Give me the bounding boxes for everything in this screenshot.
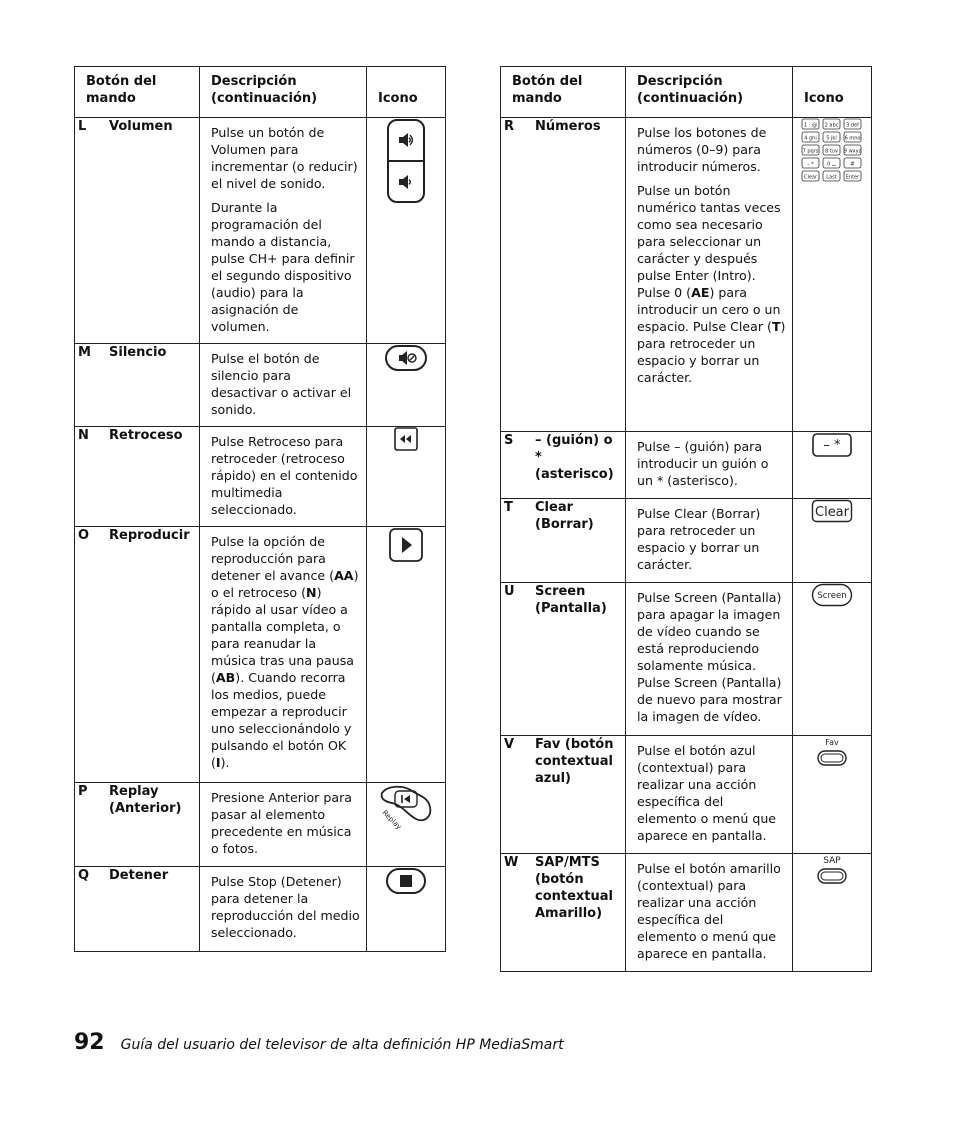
icon-cell [367, 867, 446, 952]
header-button: Botón del mando [501, 67, 626, 118]
header-description: Descripción (continuación) [626, 67, 793, 118]
button-letter: W [504, 855, 519, 870]
reference-label: N [306, 585, 317, 600]
description-paragraph: Pulse Retroceso para retroceder (retroceso rápido) en el contenido multimedia seleccionado. [211, 434, 358, 517]
table-row [501, 736, 872, 854]
button-cell [75, 118, 200, 344]
button-cell [75, 527, 200, 783]
keypad-key: Clear [803, 174, 818, 181]
remote-buttons-table-right [500, 66, 872, 972]
icon-cell [367, 527, 446, 783]
button-letter: U [504, 584, 515, 599]
clear-icon [793, 499, 871, 523]
button-letter: S [504, 433, 514, 448]
text-segment: ) o el retroceso ( [211, 568, 359, 600]
description-cell [200, 118, 367, 344]
button-cell [75, 344, 200, 427]
button-letter: T [504, 500, 513, 515]
text-segment: Pulse la opción de reproducción para detener el avance ( [211, 534, 335, 583]
description-paragraph: Presione Anterior para pasar al elemento precedente en música o fotos. [211, 790, 352, 856]
description-paragraph: Pulse Stop (Detener) para detener la reproducción del medio seleccionado. [211, 874, 360, 940]
button-name: – (guión) o * (asterisco) [535, 433, 614, 482]
description-cell [200, 344, 367, 427]
dash-asterisk-icon [793, 432, 871, 458]
stop-icon [367, 867, 445, 895]
description-paragraph: Pulse Screen (Pantalla) para apagar la imagen de vídeo cuando se está reproduciendo solamente música. Pulse Screen (Pantalla) de nuevo para mostrar la imagen de vídeo. [637, 590, 782, 724]
keypad-key: Last [826, 174, 837, 181]
icon-label: SAP [823, 856, 841, 866]
description-cell [626, 118, 793, 432]
description-cell [626, 432, 793, 499]
button-name: Volumen [109, 119, 173, 134]
description-paragraph [211, 533, 360, 771]
description-paragraph: Pulse el botón azul (contextual) para realizar una acción específica del elemento o menú que aparece en pantalla. [637, 743, 777, 843]
button-letter: V [504, 737, 515, 752]
button-cell [501, 736, 626, 854]
description-cell [200, 527, 367, 783]
keypad-key: 9 wxyz [843, 148, 862, 155]
keypad-key: # [850, 161, 855, 168]
table-row [75, 527, 446, 783]
table-row [75, 867, 446, 952]
text-segment: ) para introducir un cero o un espacio. Pulse Clear ( [637, 285, 781, 334]
button-letter: O [78, 528, 90, 543]
button-name: Números [535, 119, 601, 134]
button-cell [75, 867, 200, 952]
button-cell [501, 499, 626, 583]
description-cell [626, 499, 793, 583]
icon-label: Screen [817, 591, 847, 601]
replay-icon [367, 783, 445, 831]
button-letter: N [78, 428, 89, 443]
button-name: Clear (Borrar) [535, 500, 594, 532]
icon-cell [793, 854, 872, 972]
keypad-key: Enter [845, 174, 860, 181]
text-segment: Pulse un botón numérico tantas veces como sea necesario para seleccionar un carácter y después pulse Enter (Intro). Pulse 0 ( [637, 183, 781, 300]
icon-cell [793, 499, 872, 583]
button-letter: R [504, 119, 515, 134]
description-paragraph: Pulse el botón amarillo (contextual) para realizar una acción específica del elemento o menú que aparece en pantalla. [637, 861, 781, 961]
reference-label: AA [334, 568, 354, 583]
button-name: Replay (Anterior) [109, 784, 182, 816]
button-cell [501, 432, 626, 499]
keypad-key: 8 tuv [825, 148, 838, 155]
description-paragraph: Durante la programación del mando a distancia, pulse CH+ para definir el segundo dispositivo (audio) para la asignación de volumen. [211, 200, 355, 334]
description-paragraph: Pulse los botones de números (0–9) para introducir números. [637, 125, 767, 174]
button-name: SAP/MTS (botón contextual Amarillo) [535, 855, 614, 921]
header-icon: Icono [367, 67, 446, 118]
button-name: Detener [109, 868, 169, 883]
description-paragraph: Pulse – (guión) para introducir un guión o un * (asterisco). [637, 439, 769, 488]
button-cell [501, 583, 626, 736]
text-segment: ). [220, 755, 230, 770]
table-row [501, 583, 872, 736]
document-title: Guía del usuario del televisor de alta definición HP MediaSmart [120, 1037, 564, 1053]
keypad-key: 6 mno [844, 135, 861, 142]
sap-icon [793, 854, 871, 888]
icon-cell [793, 432, 872, 499]
description-cell [626, 854, 793, 972]
icon-cell [793, 118, 872, 432]
page-footer [74, 1030, 564, 1055]
fav-icon [793, 736, 871, 770]
icon-label: Replay [380, 808, 403, 831]
keypad-key: 3 def [846, 122, 859, 129]
keypad-key: 1 ·.@ [804, 122, 817, 129]
reference-label: AB [215, 670, 236, 685]
table-row [75, 344, 446, 427]
description-cell [200, 783, 367, 867]
keypad-key: 2 abc [824, 122, 839, 129]
icon-cell [793, 583, 872, 736]
icon-cell [367, 427, 446, 527]
keypad-key: 0 ⌴ [827, 161, 836, 168]
table-row [501, 118, 872, 432]
button-name: Screen (Pantalla) [535, 584, 607, 616]
icon-label: Clear [815, 505, 849, 520]
header-button: Botón del mando [75, 67, 200, 118]
keypad-key: – * [807, 161, 814, 168]
keypad-key: 5 jkl [826, 135, 837, 142]
button-name: Silencio [109, 345, 167, 360]
header-description: Descripción (continuación) [200, 67, 367, 118]
play-icon [367, 527, 445, 563]
button-cell [501, 118, 626, 432]
button-letter: Q [78, 868, 90, 883]
button-cell [75, 427, 200, 527]
mute-icon [367, 344, 445, 372]
button-cell [75, 783, 200, 867]
button-name: Reproducir [109, 528, 190, 543]
icon-cell [367, 783, 446, 867]
keypad-key: 7 pqrs [802, 148, 819, 155]
volume-up-down-icon [367, 118, 445, 204]
description-cell [200, 867, 367, 952]
icon-cell [367, 344, 446, 427]
icon-cell [793, 736, 872, 854]
button-name: Retroceso [109, 428, 183, 443]
page-number: 92 [74, 1030, 105, 1055]
table-row [501, 432, 872, 499]
reference-label: AE [691, 285, 710, 300]
button-letter: P [78, 784, 88, 799]
icon-cell [367, 118, 446, 344]
button-name: Fav (botón contextual azul) [535, 737, 614, 786]
description-cell [626, 583, 793, 736]
table-row [501, 854, 872, 972]
remote-buttons-table-left [74, 66, 446, 952]
icon-label: – * [823, 438, 841, 453]
description-paragraph: Pulse Clear (Borrar) para retroceder un espacio y borrar un carácter. [637, 506, 761, 572]
table-row [75, 783, 446, 867]
reference-label: I [215, 755, 221, 770]
text-segment: ). Cuando recorra los medios, puede empezar a reproducir uno seleccionándolo y pulsando el botón OK ( [211, 670, 352, 770]
table-row [75, 427, 446, 527]
table-row [75, 118, 446, 344]
keypad-key: 4 ghi [804, 135, 817, 142]
description-paragraph: Pulse un botón de Volumen para incrementar (o reducir) el nivel de sonido. [211, 125, 358, 191]
description-paragraph: Pulse el botón de silencio para desactivar o activar el sonido. [211, 351, 352, 417]
button-cell [501, 854, 626, 972]
screen-icon [793, 583, 871, 607]
rewind-icon [367, 427, 445, 451]
table-row [501, 499, 872, 583]
icon-label: Fav [825, 738, 839, 747]
text-segment: ) rápido al usar vídeo a pantalla completa, o para reanudar la música tras una pausa ( [211, 585, 355, 685]
reference-label: T [771, 319, 781, 334]
text-segment: ) para retroceder un espacio y borrar un carácter. [637, 319, 786, 385]
header-icon: Icono [793, 67, 872, 118]
number-keypad-icon [793, 118, 871, 184]
button-letter: L [78, 119, 87, 134]
description-cell [200, 427, 367, 527]
description-paragraph [637, 182, 786, 386]
description-cell [626, 736, 793, 854]
button-letter: M [78, 345, 91, 360]
